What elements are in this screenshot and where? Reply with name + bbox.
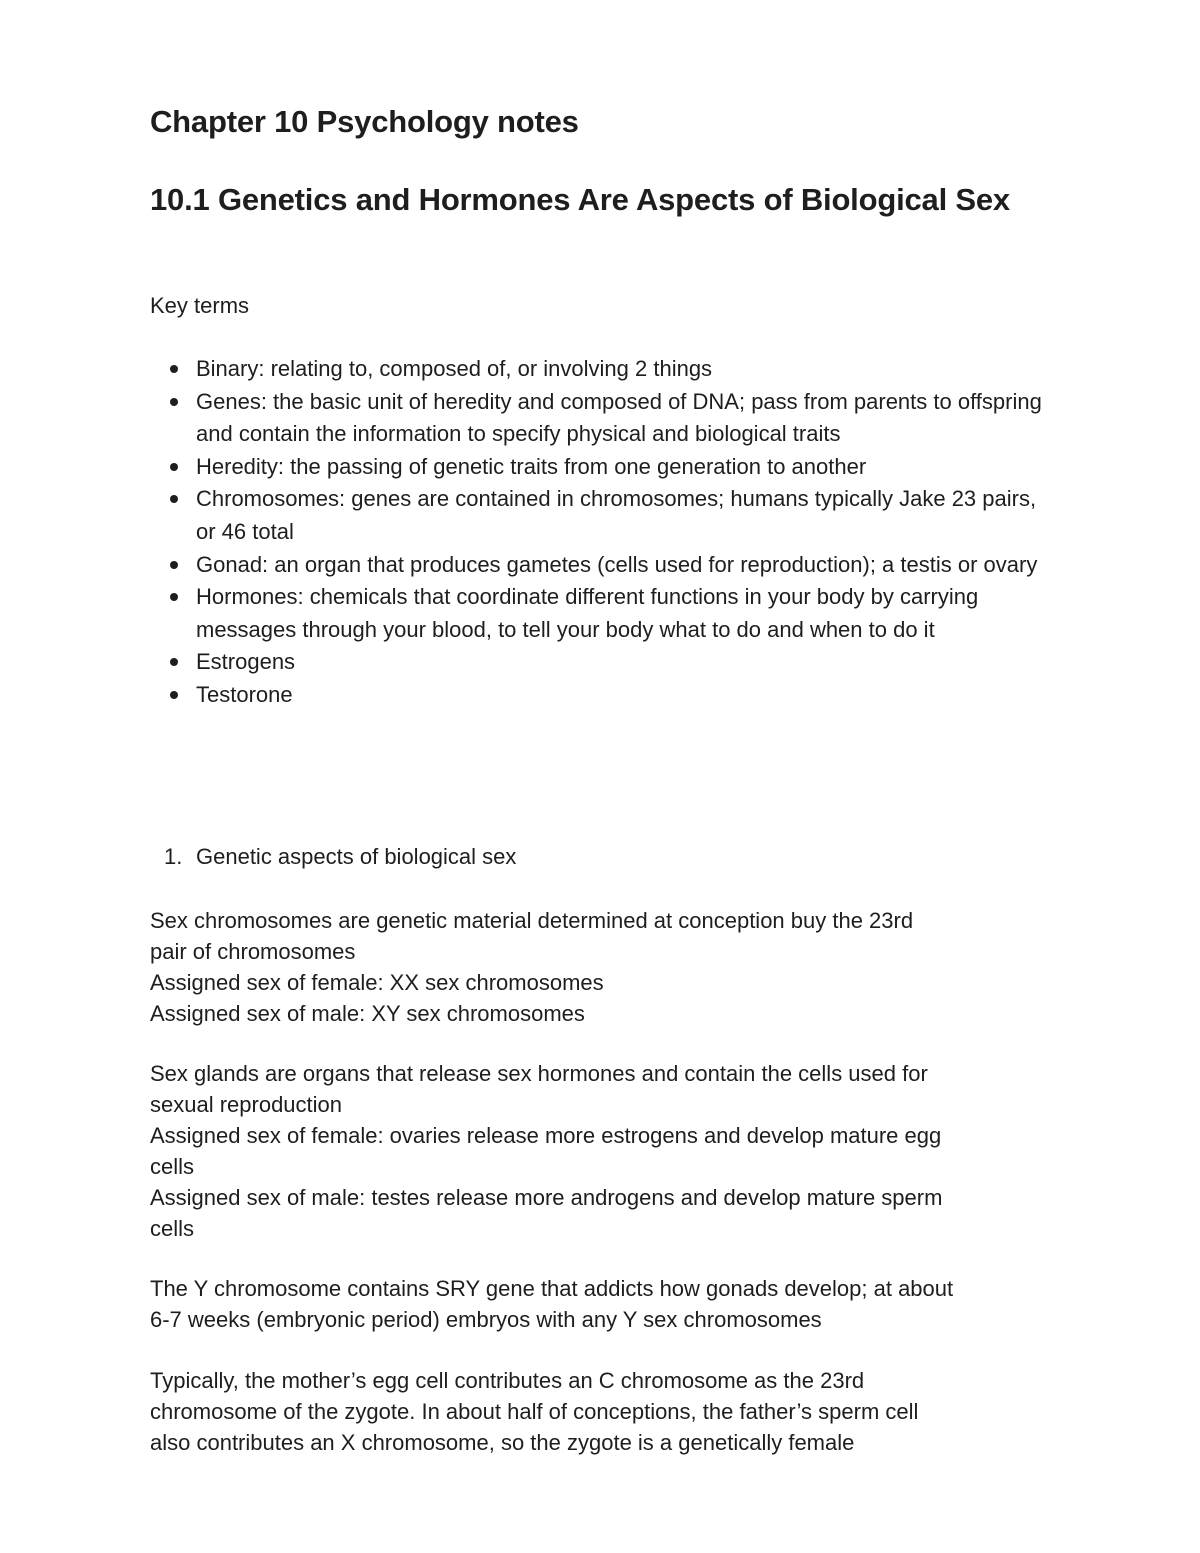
paragraph-line: Assigned sex of female: ovaries release more estrogens and develop mature egg	[150, 1123, 942, 1148]
paragraph-line: Typically, the mother’s egg cell contributes an C chromosome as the 23rd	[150, 1368, 865, 1393]
paragraph-zygote	[150, 1365, 1050, 1458]
list-item: Binary: relating to, composed of, or involving 2 things	[150, 353, 1056, 386]
list-item: Gonad: an organ that produces gametes (cells used for reproduction); a testis or ovary	[150, 549, 1056, 582]
paragraph-line: Assigned sex of female: XX sex chromosomes	[150, 970, 604, 995]
paragraph-line: pair of chromosomes	[150, 939, 356, 964]
paragraph-line: Assigned sex of male: testes release more androgens and develop mature sperm	[150, 1185, 943, 1210]
numbered-item	[150, 842, 516, 872]
list-item: Estrogens	[150, 646, 1056, 679]
key-terms-list	[150, 353, 1050, 712]
paragraph-line: Assigned sex of male: XY sex chromosomes	[150, 1001, 585, 1026]
paragraph-line: Sex glands are organs that release sex hormones and contain the cells used for	[150, 1061, 928, 1086]
numbered-list	[150, 842, 516, 872]
list-item: Heredity: the passing of genetic traits from one generation to another	[150, 451, 1056, 484]
key-terms-label: Key terms	[150, 293, 250, 318]
list-item: Hormones: chemicals that coordinate different functions in your body by carrying messages through your blood, to tell your body what to do and when to do it	[150, 581, 1056, 646]
paragraph-sex-chromosomes	[150, 905, 1050, 1029]
item-number: 1.	[164, 844, 183, 869]
list-item: Testorone	[150, 679, 1056, 712]
paragraph-line: sexual reproduction	[150, 1092, 343, 1117]
paragraph-line: The Y chromosome contains SRY gene that addicts how gonads develop; at about	[150, 1276, 954, 1301]
paragraph-y-chromosome	[150, 1273, 1050, 1335]
paragraph-line: cells	[150, 1154, 195, 1179]
paragraph-line: chromosome of the zygote. In about half of conceptions, the father’s sperm cell	[150, 1399, 919, 1424]
list-item: Chromosomes: genes are contained in chromosomes; humans typically Jake 23 pairs, or 46 total	[150, 483, 1056, 548]
paragraph-line: 6-7 weeks (embryonic period) embryos with any Y sex chromosomes	[150, 1307, 822, 1332]
paragraph-sex-glands	[150, 1058, 1050, 1244]
paragraph-line: cells	[150, 1216, 195, 1241]
paragraph-line: also contributes an X chromosome, so the zygote is a genetically female	[150, 1430, 855, 1455]
item-text: Genetic aspects of biological sex	[196, 844, 517, 869]
section-heading: 10.1 Genetics and Hormones Are Aspects of Biological Sex	[150, 182, 1010, 217]
page-title: Chapter 10 Psychology notes	[150, 104, 579, 139]
list-item: Genes: the basic unit of heredity and composed of DNA; pass from parents to offspring and contain the information to specify physical and biological traits	[150, 386, 1056, 451]
paragraph-line: Sex chromosomes are genetic material determined at conception buy the 23rd	[150, 908, 914, 933]
